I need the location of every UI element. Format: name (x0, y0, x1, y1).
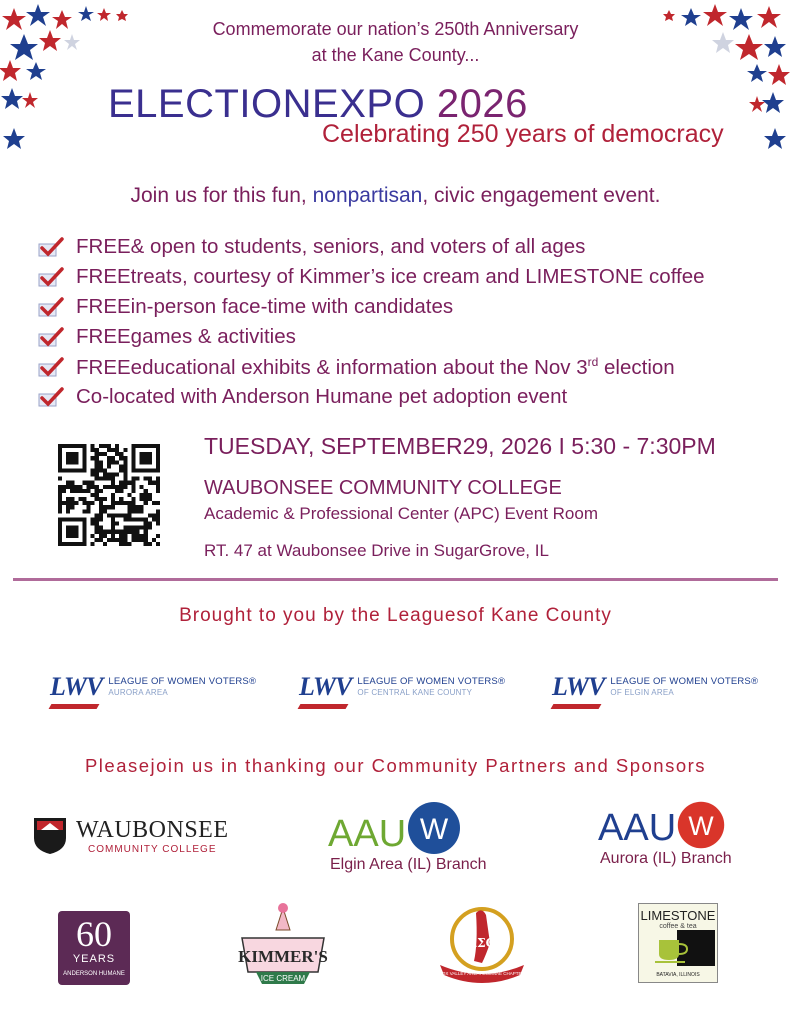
checkmark-icon (38, 326, 64, 348)
lwv-name: LEAGUE OF WOMEN VOTERS® (108, 676, 257, 687)
adg-year: Chartered 1977 (468, 978, 496, 983)
anderson-60: 60 (76, 914, 112, 954)
feature-item (38, 232, 705, 262)
aauw-branch: Elgin Area (IL) Branch (330, 856, 487, 873)
feature-text: Co-located with Anderson Humane pet adoption event (76, 385, 568, 408)
anderson-org: ANDERSON HUMANE (63, 971, 125, 977)
feature-item (38, 292, 705, 322)
join-tagline (0, 184, 791, 208)
adg-chapter: FOX VALLEY AREA ALUMNAE CHAPTER (439, 971, 525, 976)
waubonsee-name: WAUBONSEE (76, 817, 229, 843)
lwv-elgin-logo (552, 665, 758, 709)
event-address: RT. 47 at Waubonsee Drive in SugarGrove, IL (204, 541, 549, 560)
aauw-aurora-logo (598, 800, 732, 868)
lwv-area: AURORA AREA (108, 688, 168, 697)
title-expo: ELECTIONEXPO (108, 82, 426, 126)
feature-list (38, 232, 705, 412)
feature-text-part: FREEeducational exhibits & information about the Nov 3 (76, 355, 588, 379)
lwv-area: OF ELGIN AREA (610, 688, 674, 697)
checkmark-icon (38, 266, 64, 288)
aauw-w-letter: W (688, 810, 714, 841)
section-divider (13, 578, 778, 581)
qr-code[interactable] (58, 444, 160, 546)
limestone-name: LIMESTONE (640, 908, 716, 923)
aauw-w-letter: W (419, 813, 449, 846)
aauw-w-icon (406, 800, 462, 856)
limestone-sub: coffee & tea (659, 923, 697, 930)
waubonsee-logo (32, 816, 229, 856)
join-highlight: nonpartisan (312, 184, 423, 207)
feature-text: FREEin-person face-time with candidates (76, 295, 454, 318)
checkmark-icon (38, 386, 64, 408)
anderson-humane-logo (58, 911, 130, 985)
kimmers-name: KIMMER'S (238, 947, 328, 966)
aauw-w-icon (676, 800, 726, 850)
event-subtitle: Celebrating 250 years of democracy (322, 120, 724, 148)
feature-item (38, 322, 705, 352)
kimmers-logo (238, 900, 328, 988)
feature-item (38, 382, 705, 412)
lwv-mark: LWV (552, 672, 605, 701)
join-before: Join us for this fun, (130, 184, 313, 207)
intro-line-1: Commemorate our nation’s 250th Anniversary (212, 19, 579, 39)
lwv-aurora-logo (50, 665, 256, 709)
event-venue: WAUBONSEE COMMUNITY COLLEGE (204, 477, 562, 499)
feature-superscript: rd (587, 354, 599, 369)
lwv-area: OF CENTRAL KANE COUNTY (357, 688, 473, 697)
lwv-central-kane-logo (299, 665, 505, 709)
sponsors-heading: Pleasejoin us in thanking our Community Partners and Sponsors (84, 755, 707, 776)
shield-icon (32, 816, 68, 856)
event-room: Academic & Professional Center (APC) Event Room (204, 504, 598, 523)
lwv-name: LEAGUE OF WOMEN VOTERS® (357, 676, 506, 687)
aauw-letters: AAU (328, 813, 407, 855)
feature-text: FREE& open to students, seniors, and voters of all ages (76, 235, 586, 258)
checkmark-icon (38, 356, 64, 378)
coffee-cup-icon (639, 930, 715, 966)
adg-letters: ΔΣΘ (467, 936, 497, 950)
feature-item (38, 262, 705, 292)
kimmers-sub: ICE CREAM (260, 974, 306, 983)
event-date: TUESDAY, SEPTEMBER29, 2026 I 5:30 - 7:30PM (204, 433, 716, 459)
title-year: 2026 (436, 82, 528, 126)
checkmark-icon (38, 236, 64, 258)
aauw-branch: Aurora (IL) Branch (600, 850, 732, 867)
aauw-letters: AAU (598, 807, 677, 849)
lwv-mark: LWV (50, 672, 103, 701)
brought-by-heading: Brought to you by the Leaguesof Kane County (179, 605, 612, 626)
checkmark-icon (38, 296, 64, 318)
waubonsee-sub: COMMUNITY COLLEGE (88, 844, 217, 855)
feature-text: FREEgames & activities (76, 325, 296, 348)
lwv-name: LEAGUE OF WOMEN VOTERS® (610, 676, 759, 687)
lwv-mark: LWV (299, 672, 352, 701)
feature-item (38, 352, 705, 382)
feature-text (76, 355, 675, 380)
join-after: , civic engagement event. (422, 184, 661, 207)
aauw-elgin-logo (328, 800, 487, 874)
anderson-years: YEARS (72, 953, 116, 965)
feature-text: FREEtreats, courtesy of Kimmer’s ice cream and LIMESTONE coffee (76, 265, 705, 288)
intro-line-2: at the Kane County... (311, 45, 480, 65)
feature-text-part: election (598, 355, 675, 379)
limestone-logo (638, 903, 718, 983)
limestone-city: BATAVIA, ILLINOIS (656, 972, 700, 978)
delta-sigma-theta-logo (436, 903, 528, 985)
